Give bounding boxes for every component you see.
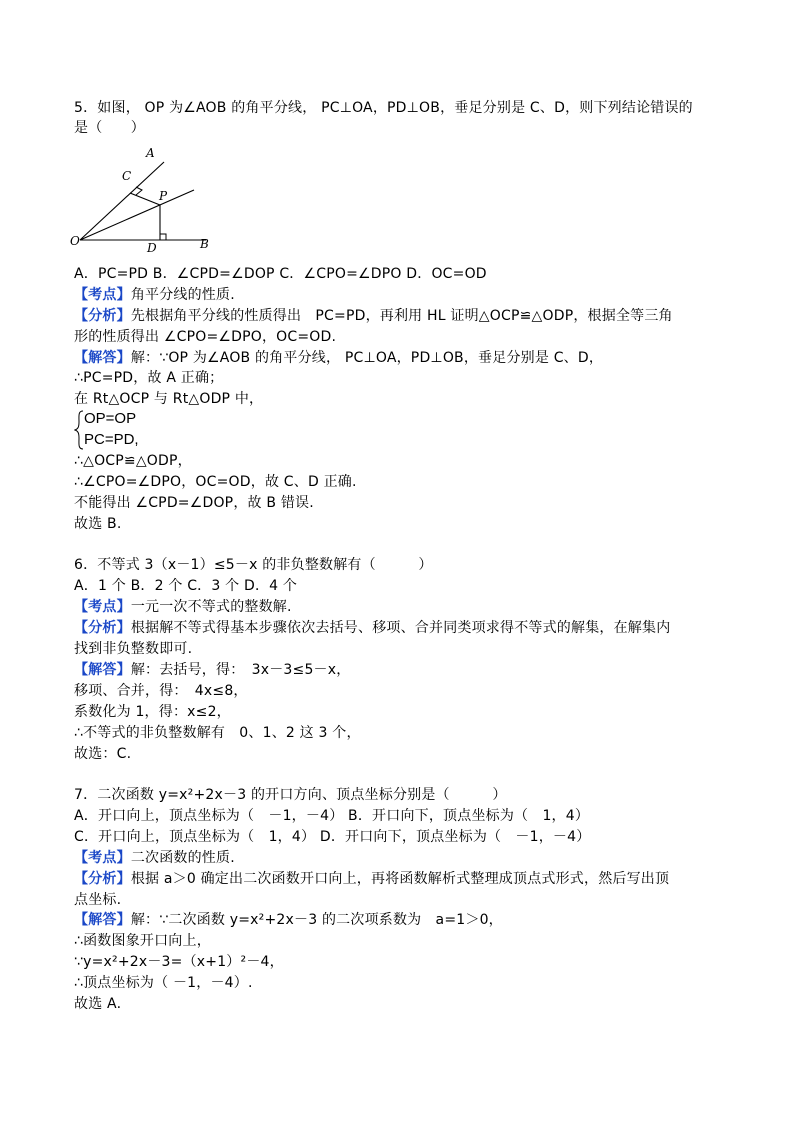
q7-jieda-5: 故选 A. — [74, 996, 122, 1012]
jieda-text: 解：∵OP 为∠AOB 的角平分线， PC⊥OA，PD⊥OB，垂足分别是 C、D， — [130, 350, 604, 366]
kaodian-text: 角平分线的性质. — [130, 287, 235, 303]
q5-jieda-7: 故选 B. — [74, 516, 122, 532]
q7-fenxi-1 — [74, 869, 669, 889]
fenxi-text: 先根据角平分线的性质得出 PC=PD，再利用 HL 证明△OCP≌△ODP，根据全等三角 — [130, 308, 673, 324]
q6-jieda-3: 系数化为 1，得：x≤2， — [74, 704, 231, 720]
q7-jieda-4: ∴顶点坐标为（ －1，－4）. — [74, 975, 253, 991]
q5-jieda-5: ∴∠CPO=∠DPO，OC=OD，故 C、D 正确. — [74, 474, 357, 490]
q5-options: A．PC=PD B．∠CPD=∠DOP C．∠CPO=∠DPO D．OC=OD — [74, 266, 487, 282]
jieda-tag: 【解答】 — [74, 912, 131, 928]
label-b: B — [200, 237, 209, 251]
q6-jieda-5: 故选：C. — [74, 746, 132, 762]
q7-kaodian — [74, 848, 235, 868]
q5-stem-line-2: 是（ ） — [74, 120, 145, 136]
q5-stem-line-1: 5．如图， OP 为∠AOB 的角平分线， PC⊥OA，PD⊥OB，垂足分别是 C、D，则下列结论错误的 — [74, 100, 693, 116]
q7-options-cd: C．开口向上，顶点坐标为（ 1，4） D．开口向下，顶点坐标为（ －1，－4） — [74, 829, 591, 845]
label-a: A — [146, 146, 155, 160]
q7-fenxi-2: 点坐标. — [74, 892, 122, 908]
fenxi-text: 根据 a＞0 确定出二次函数开口向上，再将函数解析式整理成顶点式形式，然后写出顶 — [130, 871, 670, 887]
q6-jieda-4: ∴不等式的非负整数解有 0、1、2 这 3 个， — [74, 725, 361, 741]
jieda-text: 解：∵二次函数 y=x²+2x－3 的二次项系数为 a=1＞0， — [130, 912, 503, 928]
kaodian-tag: 【考点】 — [74, 850, 131, 866]
q7-options-ab: A．开口向上，顶点坐标为（ －1，－4） B．开口向下，顶点坐标为（ 1，4） — [74, 808, 590, 824]
label-p: P — [159, 189, 168, 203]
q6-jieda-2: 移项、合并，得： 4x≤8， — [74, 683, 248, 699]
q7-stem: 7．二次函数 y=x²+2x－3 的开口方向、顶点坐标分别是（ ） — [74, 787, 507, 803]
brace-icon — [74, 410, 84, 450]
label-c: C — [122, 169, 132, 183]
q5-jieda-2: ∴PC=PD，故 A 正确； — [74, 370, 224, 386]
kaodian-tag: 【考点】 — [74, 599, 131, 615]
q5-fenxi-1 — [74, 306, 673, 326]
label-d: D — [147, 241, 157, 254]
q7-jieda-1 — [74, 910, 503, 930]
kaodian-tag: 【考点】 — [74, 287, 131, 303]
fenxi-tag: 【分析】 — [74, 620, 131, 636]
right-angle-mark-c — [136, 187, 142, 195]
q5-fenxi-2: 形的性质得出 ∠CPO=∠DPO，OC=OD. — [74, 329, 337, 345]
right-angle-mark-d — [160, 234, 166, 240]
q5-jieda-6: 不能得出 ∠CPD=∠DOP，故 B 错误. — [74, 495, 314, 511]
q6-jieda-1 — [74, 660, 350, 680]
angle-bisector-figure — [66, 144, 216, 254]
kaodian-text: 二次函数的性质. — [130, 850, 235, 866]
jieda-tag: 【解答】 — [74, 350, 131, 366]
q5-jieda-1 — [74, 348, 603, 368]
q5-jieda-4: ∴△OCP≌△ODP， — [74, 453, 192, 469]
q6-kaodian — [74, 597, 292, 617]
kaodian-text: 一元一次不等式的整数解. — [130, 599, 292, 615]
fenxi-tag: 【分析】 — [74, 308, 131, 324]
q7-jieda-2: ∴函数图象开口向上， — [74, 933, 211, 949]
fenxi-text: 根据解不等式得基本步骤依次去括号、移项、合并同类项求得不等式的解集，在解集内 — [130, 620, 671, 636]
q6-stem: 6．不等式 3（x－1）≤5－x 的非负整数解有（ ） — [74, 557, 433, 573]
segment-pc — [130, 193, 160, 205]
q6-fenxi-1 — [74, 618, 670, 638]
jieda-tag: 【解答】 — [74, 662, 131, 678]
q6-options: A．1 个 B．2 个 C．3 个 D．4 个 — [74, 578, 298, 594]
q5-kaodian — [74, 285, 235, 305]
label-o: O — [70, 234, 80, 248]
q6-fenxi-2: 找到非负整数即可. — [74, 641, 193, 657]
brace-line-1: OP=OP — [84, 410, 137, 427]
fenxi-tag: 【分析】 — [74, 871, 131, 887]
brace-line-2: PC=PD, — [84, 431, 139, 448]
q5-jieda-3: 在 Rt△OCP 与 Rt△ODP 中， — [74, 391, 264, 407]
q7-jieda-3: ∵y=x²+2x－3=（x+1）²－4， — [74, 954, 284, 970]
ray-op — [80, 190, 194, 240]
jieda-text: 解：去括号，得： 3x－3≤5－x， — [130, 662, 351, 678]
